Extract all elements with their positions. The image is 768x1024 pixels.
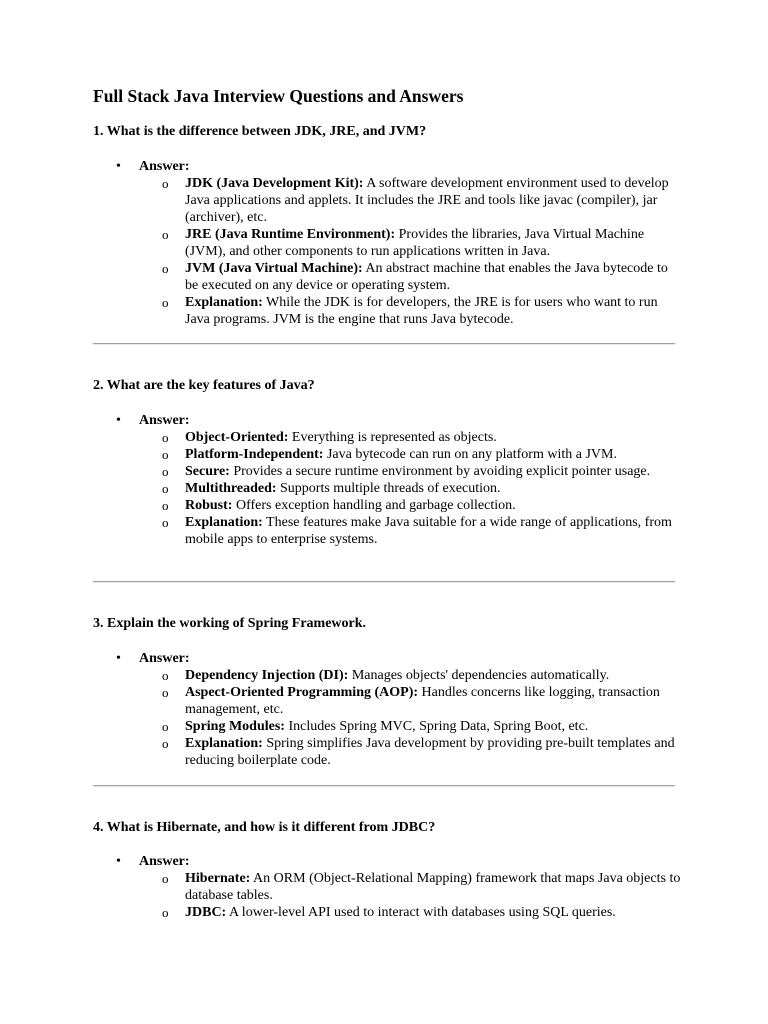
- question-heading-2: 2. What are the key features of Java?: [93, 378, 315, 393]
- circle-bullet-icon: o: [162, 668, 169, 683]
- question-heading-4: 4. What is Hibernate, and how is it different from JDBC?: [93, 820, 436, 835]
- question-heading-3: 3. Explain the working of Spring Framework.: [93, 616, 367, 631]
- document-title: Full Stack Java Interview Questions and Answers: [93, 86, 464, 106]
- list-item: o Explanation: These features make Java suitable for a wide range of applications, from mobile apps to enterprise systems.: [162, 515, 672, 547]
- circle-bullet-icon: o: [162, 430, 169, 445]
- list-item: o Spring Modules: Includes Spring MVC, Spring Data, Spring Boot, etc.: [162, 719, 589, 734]
- answer-list-2: [162, 429, 682, 548]
- circle-bullet-icon: o: [162, 498, 169, 513]
- list-item: o Aspect-Oriented Programming (AOP): Handles concerns like logging, transaction management, etc.: [162, 685, 660, 717]
- answer-list-3: [162, 667, 682, 769]
- list-item: o JDK (Java Development Kit): A software development environment used to develop Java applications and applets. It includes the JRE and tools like javac (compiler), jar (archiver), etc.: [162, 176, 669, 225]
- circle-bullet-icon: o: [162, 176, 169, 191]
- section-divider: [93, 785, 675, 787]
- circle-bullet-icon: o: [162, 719, 169, 734]
- answer-list-1: [162, 175, 682, 328]
- list-item: o Robust: Offers exception handling and garbage collection.: [162, 498, 516, 513]
- circle-bullet-icon: o: [162, 464, 169, 479]
- circle-bullet-icon: o: [162, 871, 169, 886]
- circle-bullet-icon: o: [162, 736, 169, 751]
- circle-bullet-icon: o: [162, 481, 169, 496]
- circle-bullet-icon: o: [162, 447, 169, 462]
- list-item: o Dependency Injection (DI): Manages objects' dependencies automatically.: [162, 668, 610, 683]
- answer-label: Answer:: [139, 854, 190, 869]
- section-divider: [93, 581, 675, 583]
- bullet-icon: •: [116, 854, 121, 869]
- list-item: o Multithreaded: Supports multiple threads of execution.: [162, 481, 501, 496]
- circle-bullet-icon: o: [162, 685, 169, 700]
- list-item: o JDBC: A lower-level API used to interact with databases using SQL queries.: [162, 905, 616, 920]
- list-item: o Platform-Independent: Java bytecode can run on any platform with a JVM.: [162, 447, 617, 462]
- bullet-icon: •: [116, 413, 121, 428]
- circle-bullet-icon: o: [162, 515, 169, 530]
- answer-label: Answer:: [139, 651, 190, 666]
- answer-list-4: [162, 870, 682, 921]
- list-item: o Explanation: While the JDK is for developers, the JRE is for users who want to run Java programs. JVM is the engine that runs Java bytecode.: [162, 295, 658, 327]
- section-divider: [93, 343, 675, 345]
- list-item: o Object-Oriented: Everything is represented as objects.: [162, 430, 497, 445]
- circle-bullet-icon: o: [162, 295, 169, 310]
- circle-bullet-icon: o: [162, 905, 169, 920]
- list-item: o JVM (Java Virtual Machine): An abstract machine that enables the Java bytecode to be executed on any device or operating system.: [162, 261, 668, 293]
- circle-bullet-icon: o: [162, 227, 169, 242]
- list-item: o Hibernate: An ORM (Object-Relational Mapping) framework that maps Java objects to database tables.: [162, 871, 681, 903]
- list-item: o Secure: Provides a secure runtime environment by avoiding explicit pointer usage.: [162, 464, 651, 479]
- question-heading-1: 1. What is the difference between JDK, JRE, and JVM?: [93, 124, 427, 139]
- bullet-icon: •: [116, 159, 121, 174]
- answer-label: Answer:: [139, 159, 190, 174]
- list-item: o JRE (Java Runtime Environment): Provides the libraries, Java Virtual Machine (JVM), and other components to run applications written in Java.: [162, 227, 645, 259]
- answer-label: Answer:: [139, 413, 190, 428]
- list-item: o Explanation: Spring simplifies Java development by providing pre-built templates and reducing boilerplate code.: [162, 736, 675, 768]
- circle-bullet-icon: o: [162, 261, 169, 276]
- bullet-icon: •: [116, 651, 121, 666]
